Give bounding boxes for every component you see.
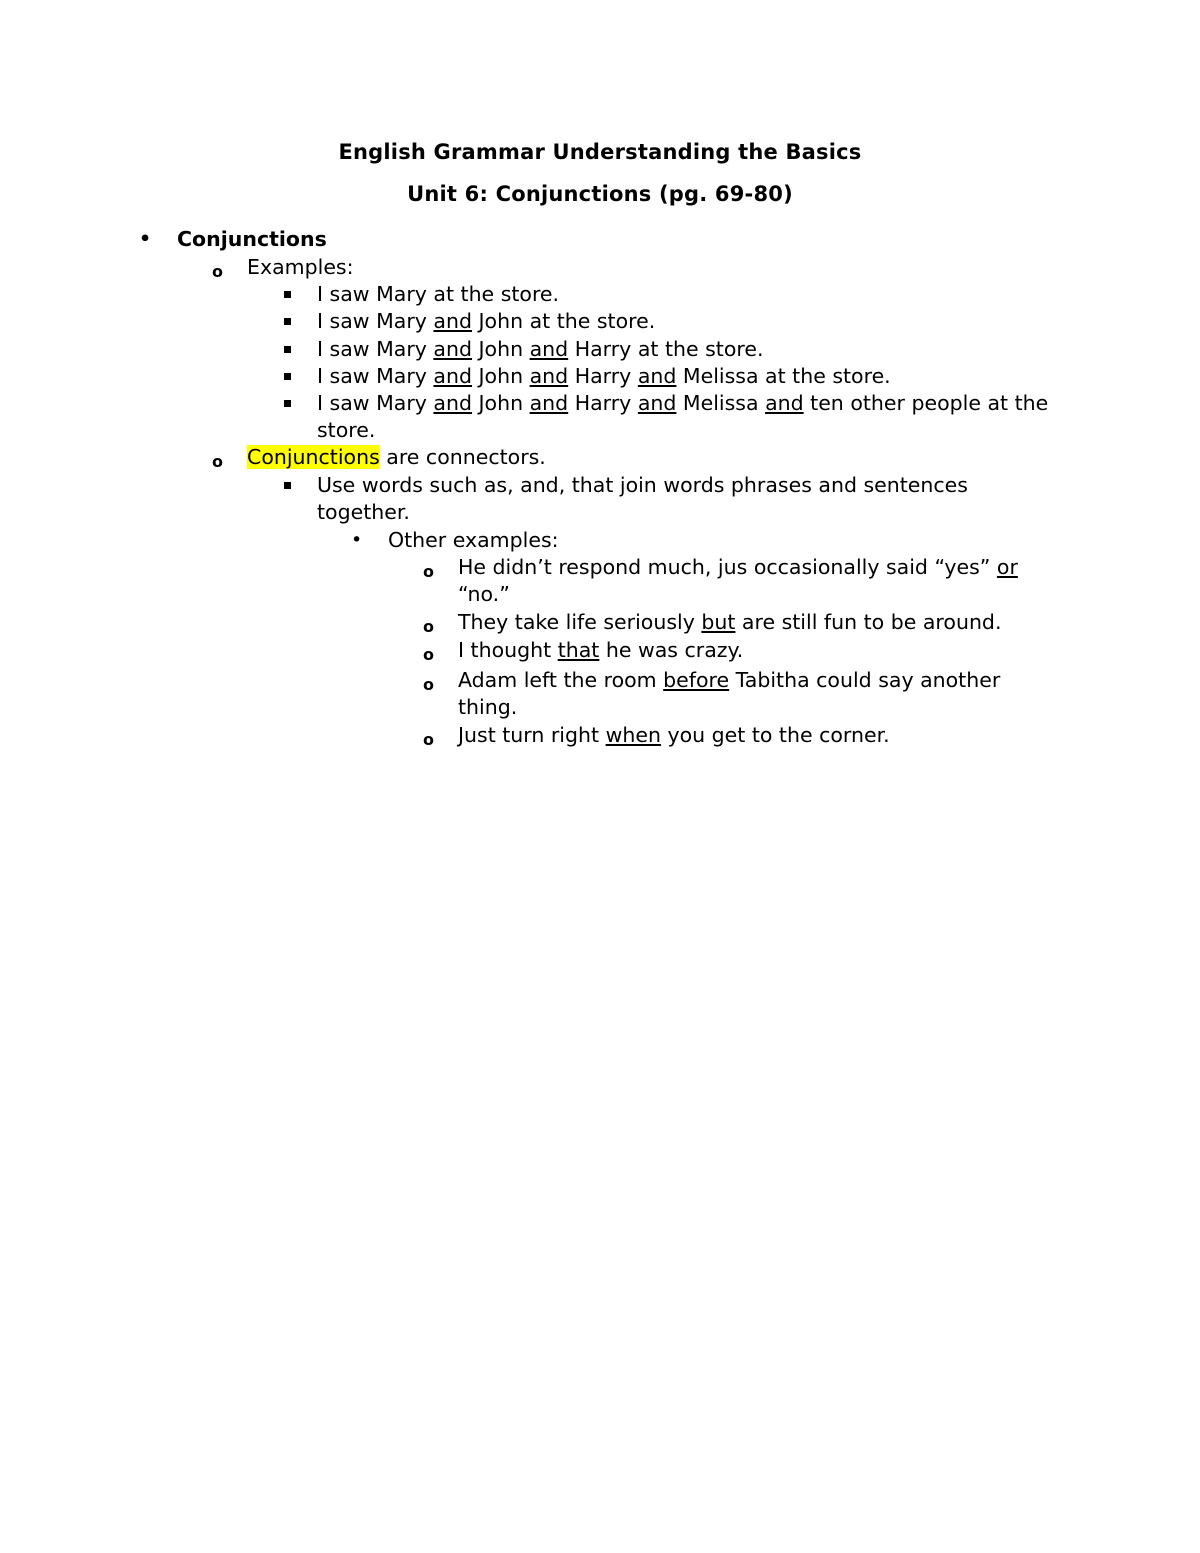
text-segment: Use words such as, and, that join words phrases and sentences together. bbox=[317, 473, 968, 524]
bullet-square-icon bbox=[284, 291, 291, 298]
list-item bbox=[212, 254, 354, 281]
text-segment: are still fun to be around. bbox=[735, 610, 1002, 634]
text-segment: I saw Mary bbox=[317, 391, 434, 415]
text-segment: I thought bbox=[458, 638, 558, 662]
text-segment: Melissa at the store. bbox=[676, 364, 891, 388]
document-subtitle: Unit 6: Conjunctions (pg. 69-80) bbox=[407, 182, 793, 206]
text-segment: Other examples: bbox=[388, 528, 559, 552]
text-segment: Adam left the room bbox=[458, 668, 664, 692]
bullet-circle-icon: o bbox=[212, 452, 223, 471]
list-item bbox=[317, 390, 1057, 444]
bullet-square-icon bbox=[284, 346, 291, 353]
text-segment: I saw Mary bbox=[317, 309, 434, 333]
list-item bbox=[423, 609, 1002, 636]
text-segment: They take life seriously bbox=[458, 610, 702, 634]
bullet-circle-icon: o bbox=[423, 617, 434, 636]
list-item bbox=[423, 667, 1048, 721]
underlined-conjunction: but bbox=[701, 610, 736, 634]
list-item bbox=[317, 336, 763, 363]
list-item bbox=[317, 472, 1017, 526]
text-segment: He didn’t respond much, jus occasionally said “yes” bbox=[458, 555, 997, 579]
underlined-conjunction: and bbox=[433, 309, 472, 333]
text-segment: I saw Mary bbox=[317, 337, 434, 361]
bullet-circle-icon: o bbox=[212, 262, 223, 281]
underlined-conjunction: and bbox=[433, 337, 472, 361]
text-segment: Harry bbox=[568, 391, 638, 415]
underlined-conjunction: and bbox=[433, 391, 472, 415]
text-segment: John bbox=[472, 364, 530, 388]
list-item bbox=[423, 554, 1058, 608]
text-segment: John at the store. bbox=[472, 309, 656, 333]
list-item bbox=[317, 308, 655, 335]
underlined-conjunction: and bbox=[637, 391, 677, 415]
underlined-conjunction: and bbox=[637, 364, 677, 388]
underlined-conjunction: or bbox=[996, 555, 1018, 579]
text-segment: I saw Mary bbox=[317, 364, 434, 388]
list-item bbox=[317, 363, 891, 390]
underlined-conjunction: and bbox=[529, 391, 569, 415]
text-segment: are connectors. bbox=[379, 445, 546, 469]
list-item bbox=[351, 527, 559, 554]
document-title: English Grammar Understanding the Basics bbox=[338, 140, 862, 164]
text-segment: he was crazy. bbox=[599, 638, 744, 662]
underlined-conjunction: and bbox=[765, 391, 804, 415]
bullet-disc-icon: • bbox=[351, 529, 363, 551]
text-segment: I saw Mary at the store. bbox=[317, 282, 560, 306]
list-item bbox=[212, 444, 546, 471]
text-segment: Tabitha could say another thing. bbox=[458, 668, 1001, 719]
list-item bbox=[423, 637, 744, 664]
bullet-circle-icon: o bbox=[423, 645, 434, 664]
text-segment: Examples: bbox=[247, 255, 354, 279]
list-item bbox=[139, 226, 327, 253]
bullet-square-icon bbox=[284, 482, 291, 489]
text-segment: Just turn right bbox=[458, 723, 606, 747]
text-segment: John bbox=[472, 337, 530, 361]
text-segment: Conjunctions bbox=[177, 227, 327, 251]
bullet-square-icon bbox=[284, 400, 291, 407]
text-segment: Harry bbox=[568, 364, 638, 388]
text-segment: Melissa bbox=[676, 391, 766, 415]
list-item bbox=[317, 281, 559, 308]
bullet-disc-icon: • bbox=[139, 228, 152, 250]
underlined-conjunction: when bbox=[605, 723, 661, 747]
text-segment: Harry at the store. bbox=[568, 337, 764, 361]
text-segment: ten other people at the store. bbox=[317, 391, 1049, 442]
bullet-square-icon bbox=[284, 318, 291, 325]
underlined-conjunction: before bbox=[663, 668, 730, 692]
highlighted-term: Conjunctions bbox=[247, 445, 380, 469]
list-item bbox=[423, 722, 890, 749]
bullet-circle-icon: o bbox=[423, 730, 434, 749]
bullet-square-icon bbox=[284, 373, 291, 380]
text-segment: you get to the corner. bbox=[660, 723, 890, 747]
underlined-conjunction: and bbox=[433, 364, 472, 388]
underlined-conjunction: that bbox=[557, 638, 600, 662]
text-segment: “no.” bbox=[458, 582, 510, 606]
underlined-conjunction: and bbox=[529, 337, 569, 361]
bullet-circle-icon: o bbox=[423, 562, 434, 581]
text-segment: John bbox=[472, 391, 530, 415]
bullet-circle-icon: o bbox=[423, 675, 434, 694]
underlined-conjunction: and bbox=[529, 364, 569, 388]
